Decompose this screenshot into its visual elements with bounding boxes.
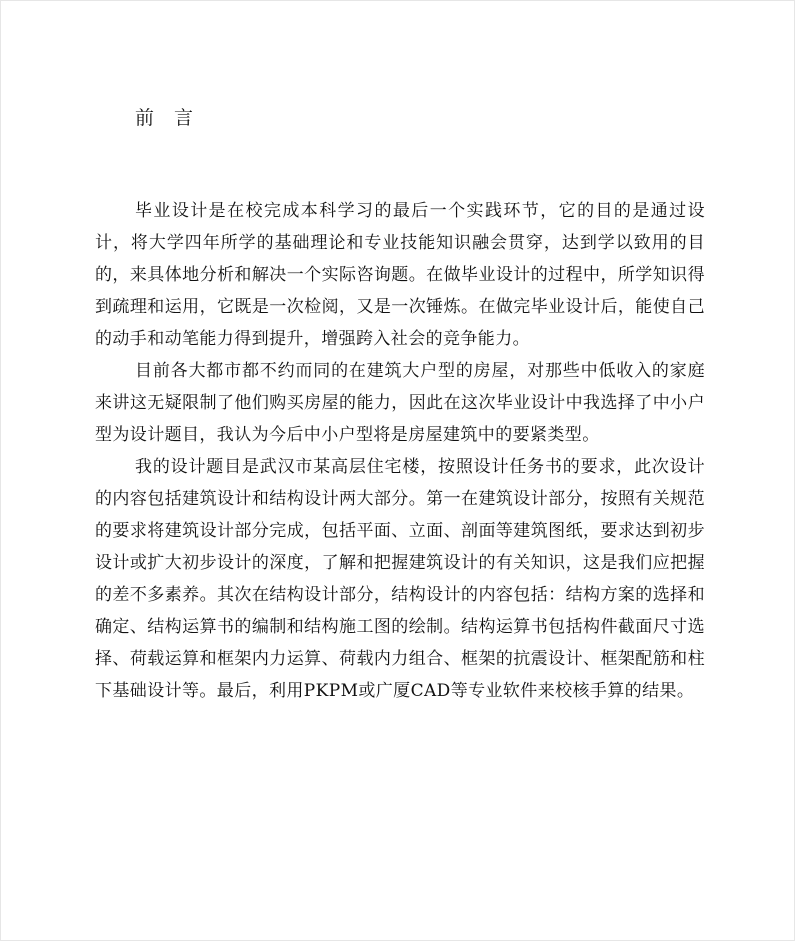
paragraph-1: 毕业设计是在校完成本科学习的最后一个实践环节，它的目的是通过设计，将大学四年所学的基础理论和专业技能知识融会贯穿，达到学以致用的目的，来具体地分析和解决一个实际咨询题。在做毕业设计的过程中，所学知识得到疏理和运用，它既是一次检阅，又是一次锤炼。在做完毕业设计后，能使自己的动手和动笔能力得到提升，增强跨入社会的竞争能力。 (95, 201, 705, 349)
paragraph-2: 目前各大都市都不约而同的在建筑大户型的房屋，对那些中低收入的家庭来讲这无疑限制了他们购买房屋的能力，因此在这次毕业设计中我选择了中小户型为设计题目，我认为今后中小户型将是房屋建筑中的要紧类型。 (95, 361, 705, 445)
paragraph-3: 我的设计题目是武汉市某高层住宅楼，按照设计任务书的要求，此次设计的内容包括建筑设计和结构设计两大部分。第一在建筑设计部分，按照有关规范的要求将建筑设计部分完成，包括平面、立面、剖面等建筑图纸，要求达到初步设计或扩大初步设计的深度，了解和把握建筑设计的有关知识，这是我们应把握的差不多素养。其次在结构设计部分，结构设计的内容包括：结构方案的选择和确定、结构运算书的编制和结构施工图的绘制。结构运算书包括构件截面尺寸选择、荷载运算和框架内力运算、荷载内力组合、框架的抗震设计、框架配筋和柱下基础设计等。最后，利用PKPM或广厦CAD等专业软件来校核手算的结果。 (95, 457, 705, 701)
document-body (95, 195, 705, 707)
page-title: 前言 (135, 107, 214, 129)
